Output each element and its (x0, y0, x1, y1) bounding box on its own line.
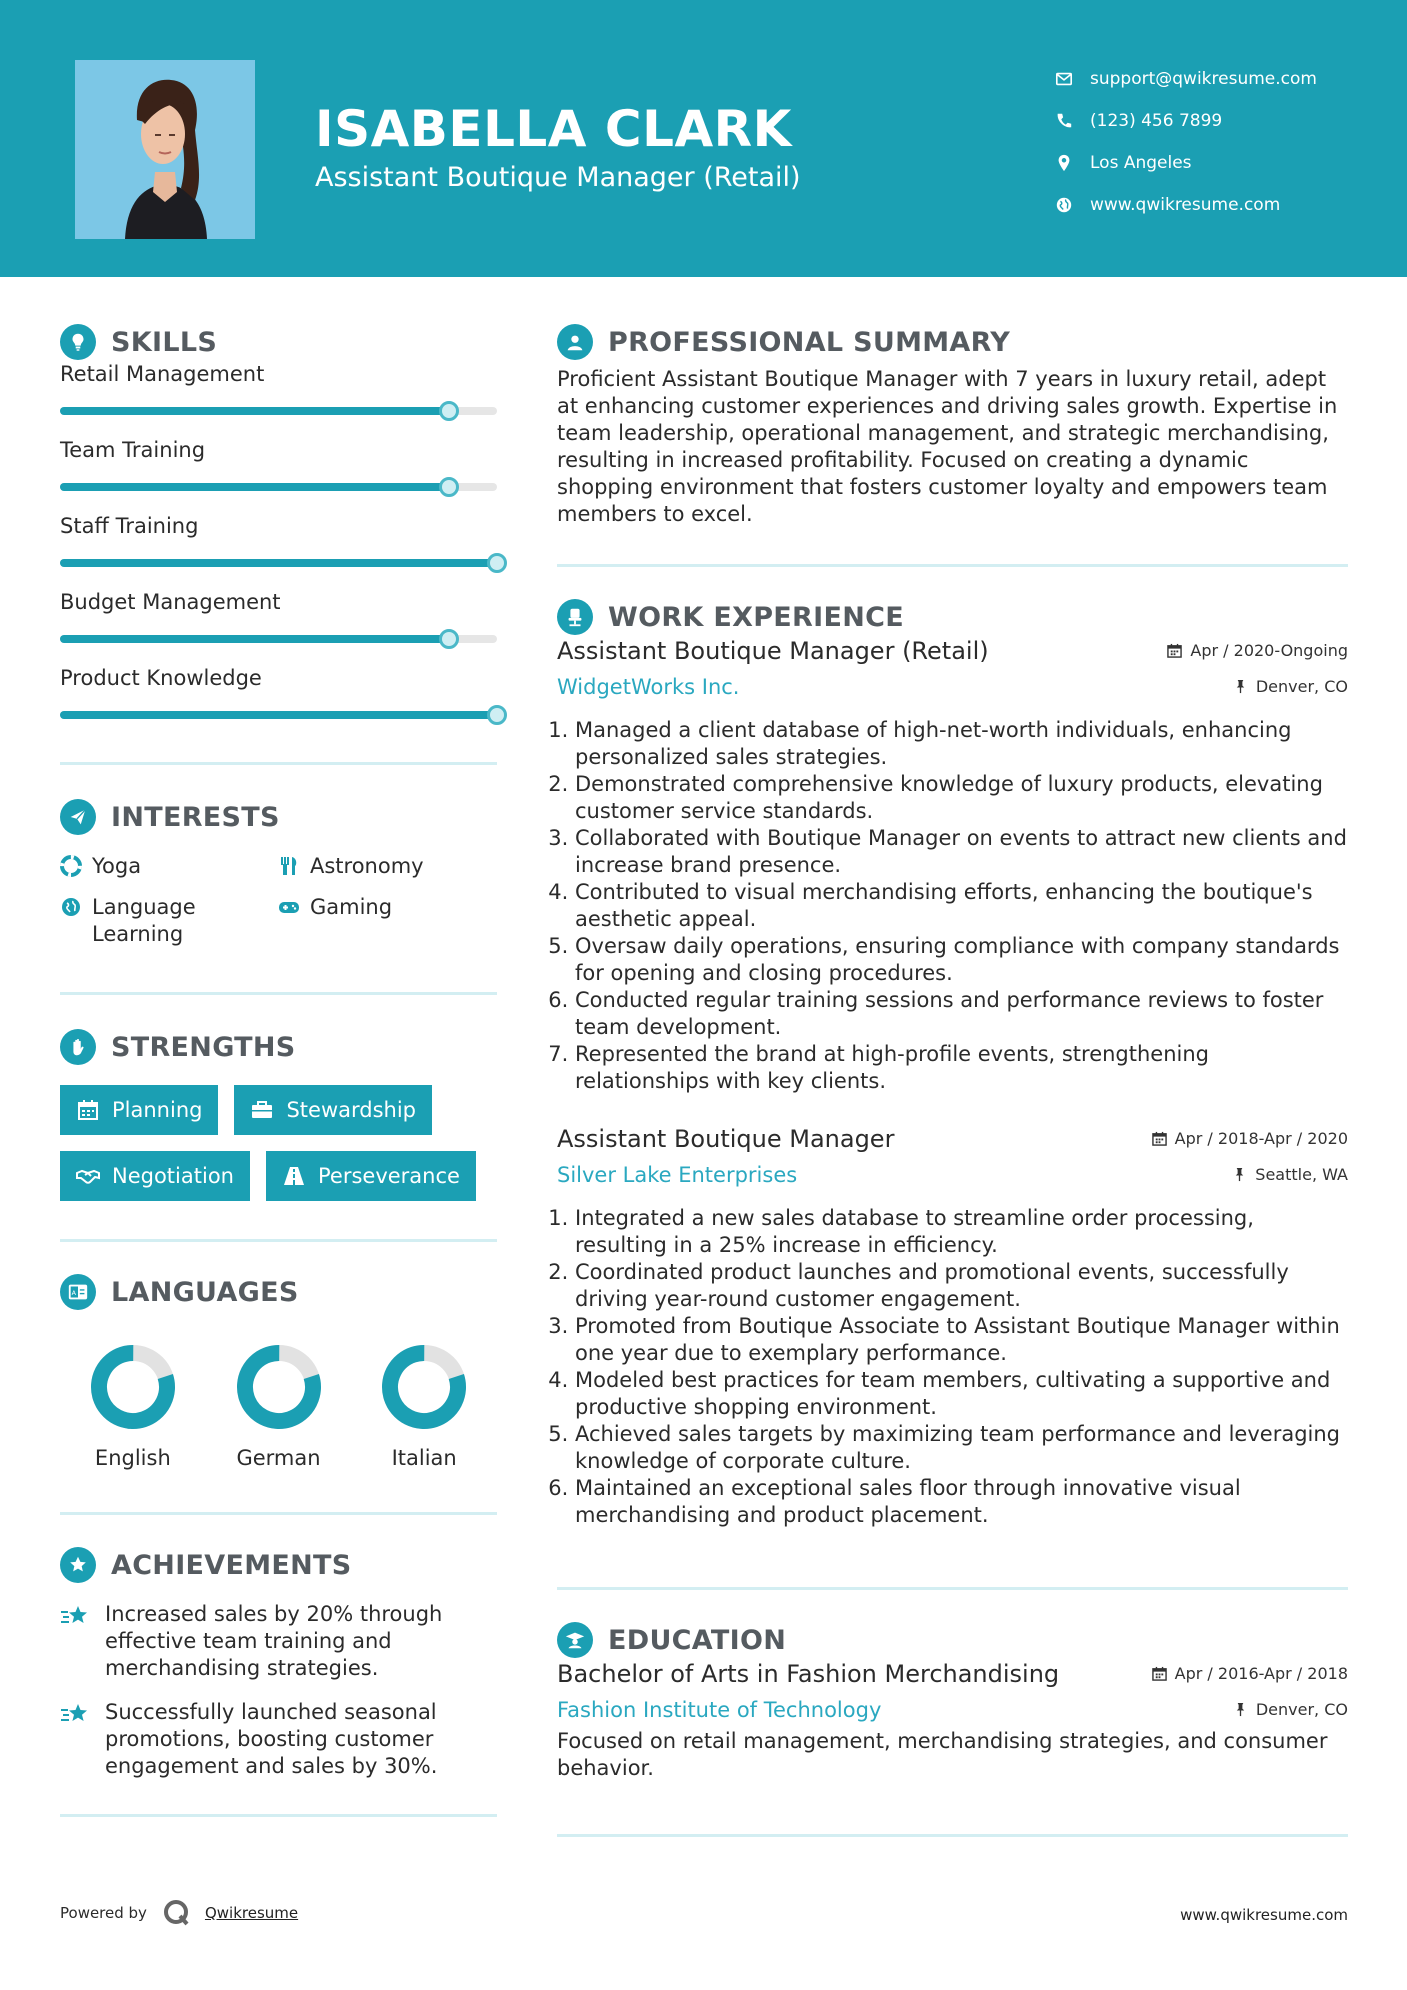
candidate-title: Assistant Boutique Manager (Retail) (315, 162, 801, 193)
duty-item: 2. Demonstrated comprehensive knowledge of luxury products, elevating customer service standards. (575, 771, 1348, 825)
language-item (60, 1342, 206, 1470)
office-chair-icon (557, 599, 593, 635)
section-title: SKILLS (111, 326, 218, 358)
section-divider (60, 1814, 497, 1817)
language-ring (379, 1342, 469, 1432)
achievement-item (60, 1699, 497, 1780)
section-title: INTERESTS (111, 801, 280, 833)
strengths-list (60, 1085, 497, 1201)
section-header (557, 595, 1348, 639)
achievement-text: Successfully launched seasonal promotions, boosting customer engagement and sales by 30%. (105, 1700, 438, 1778)
job-entry (557, 637, 1348, 1095)
section-title: ACHIEVEMENTS (111, 1549, 352, 1581)
section-divider (557, 564, 1348, 567)
education-date (1152, 1664, 1348, 1683)
section-header (60, 1543, 497, 1587)
interest-item (60, 894, 278, 948)
section-header (557, 1618, 1348, 1662)
interest-label: Astronomy (310, 854, 424, 878)
interest-label: Language Learning (92, 895, 196, 946)
envelope-icon (1055, 70, 1073, 88)
interest-item (60, 853, 278, 880)
duty-item: 6. Maintained an exceptional sales floor through innovative visual merchandising and product placement. (575, 1475, 1348, 1529)
svg-text:A: A (71, 1288, 76, 1297)
contact-website[interactable] (1055, 184, 1317, 226)
strength-label: Perseverance (317, 1164, 460, 1188)
summary-section (557, 320, 1348, 528)
skill-bar-knob (487, 553, 507, 573)
experience-section (557, 595, 1348, 1529)
strength-tag (60, 1085, 218, 1135)
skill-bar-fill (60, 483, 449, 491)
briefcase-icon (250, 1098, 274, 1122)
globe-icon (1055, 196, 1073, 214)
interests-list (60, 853, 497, 948)
education-location-text: Denver, CO (1255, 1700, 1348, 1719)
section-header (557, 320, 1348, 364)
calendar-icon (1167, 643, 1182, 658)
job-location (1232, 1165, 1348, 1184)
achievements-list (60, 1601, 497, 1780)
skill-label: Product Knowledge (60, 666, 262, 690)
hand-icon (60, 1029, 96, 1065)
candidate-name: ISABELLA CLARK (315, 100, 792, 158)
skill-bar (60, 635, 497, 643)
achievement-text: Increased sales by 20% through effective team training and merchandising strategies. (105, 1602, 443, 1680)
skill-bar (60, 407, 497, 415)
duty-item: 4. Contributed to visual merchandising efforts, enhancing the boutique's aesthetic appeal. (575, 879, 1348, 933)
duty-item: 6. Conducted regular training sessions and performance reviews to foster team development. (575, 987, 1348, 1041)
skill-bar (60, 711, 497, 719)
duty-item: 5. Oversaw daily operations, ensuring compliance with company standards for opening and closing procedures. (575, 933, 1348, 987)
pushpin-icon (1233, 679, 1248, 694)
education-description: Focused on retail management, merchandising strategies, and consumer behavior. (557, 1729, 1328, 1780)
cutlery-icon (278, 855, 300, 877)
language-ring (234, 1342, 324, 1432)
section-header (60, 795, 497, 839)
job-duties (557, 1205, 1348, 1529)
section-title: PROFESSIONAL SUMMARY (608, 326, 1011, 358)
languages-section (60, 1270, 497, 1470)
section-divider (557, 1834, 1348, 1837)
contact-location (1055, 142, 1317, 184)
school-name: Fashion Institute of Technology (557, 1698, 882, 1722)
section-header (60, 1025, 497, 1069)
interest-label: Yoga (92, 854, 142, 878)
skill-bar-fill (60, 635, 449, 643)
languages-list (60, 1342, 497, 1470)
website-text: www.qwikresume.com (1090, 195, 1281, 215)
skill-bar-fill (60, 711, 497, 719)
header-banner (0, 0, 1407, 277)
skill-bar-knob (439, 477, 459, 497)
language-ring-fill (90, 1344, 176, 1430)
job-title: Assistant Boutique Manager (Retail) (557, 637, 989, 665)
qwikresume-logo-icon (161, 1898, 191, 1928)
shooting-star-icon (60, 1603, 92, 1631)
skill-item (60, 360, 497, 436)
globe-icon (60, 896, 82, 918)
job-date-text: Apr / 2018-Apr / 2020 (1174, 1129, 1348, 1148)
interest-item (278, 853, 496, 880)
contact-phone[interactable] (1055, 100, 1317, 142)
footer-powered-by (60, 1898, 298, 1928)
language-ring (88, 1342, 178, 1432)
language-label: German (236, 1446, 321, 1470)
road-icon (282, 1164, 306, 1188)
strengths-section (60, 1025, 497, 1201)
skill-bar-fill (60, 407, 449, 415)
handshake-icon (76, 1164, 100, 1188)
job-date-text: Apr / 2020-Ongoing (1190, 641, 1348, 660)
star-badge-icon (60, 1547, 96, 1583)
skill-item (60, 664, 497, 740)
language-ring-fill (236, 1344, 322, 1430)
section-divider (60, 1239, 497, 1242)
section-title: WORK EXPERIENCE (608, 601, 904, 633)
strength-label: Planning (112, 1098, 203, 1122)
skill-label: Budget Management (60, 590, 281, 614)
education-section (557, 1618, 1348, 1782)
strength-tag (60, 1151, 250, 1201)
skill-bar (60, 559, 497, 567)
pushpin-icon (1232, 1167, 1247, 1182)
right-column (557, 320, 1348, 1837)
skill-bar (60, 483, 497, 491)
language-ring-fill (381, 1344, 467, 1430)
language-item (206, 1342, 352, 1470)
job-location-text: Denver, CO (1255, 677, 1348, 696)
left-column (60, 320, 497, 1817)
summary-text: Proficient Assistant Boutique Manager with 7 years in luxury retail, adept at enhancing customer experiences and driving sales growth. Expertise in team leadership, operational management, and strategic merchandising, resulting in increased profitability. Focused on creating a dynamic shopping environment that fosters customer loyalty and empowers team members to excel. (557, 367, 1338, 526)
language-icon (60, 1274, 96, 1310)
lifebuoy-icon (60, 855, 82, 877)
duty-item: 5. Achieved sales targets by maximizing team performance and leveraging knowledge of corporate culture. (575, 1421, 1348, 1475)
skills-list (60, 360, 497, 740)
calendar-icon (76, 1098, 100, 1122)
duty-item: 4. Modeled best practices for team members, cultivating a supportive and productive shopping environment. (575, 1367, 1348, 1421)
job-location-text: Seattle, WA (1255, 1165, 1348, 1184)
lightbulb-icon (60, 324, 96, 360)
job-date (1167, 641, 1348, 660)
job-company: Silver Lake Enterprises (557, 1163, 798, 1187)
interest-item (278, 894, 496, 948)
skill-bar-knob (439, 629, 459, 649)
skill-label: Retail Management (60, 362, 265, 386)
interests-section (60, 795, 497, 948)
email-text: support@qwikresume.com (1090, 69, 1317, 89)
strength-label: Stewardship (286, 1098, 417, 1122)
skill-item (60, 436, 497, 512)
language-label: Italian (391, 1446, 457, 1470)
calendar-icon (1152, 1666, 1167, 1681)
footer-website[interactable]: www.qwikresume.com (1180, 1906, 1348, 1924)
skill-item (60, 588, 497, 664)
interest-label: Gaming (310, 895, 393, 919)
section-title: LANGUAGES (111, 1276, 299, 1308)
powered-by-text: Powered by (60, 1904, 147, 1922)
skill-item (60, 512, 497, 588)
duty-item: 2. Coordinated product launches and promotional events, successfully driving year-round customer engagement. (575, 1259, 1348, 1313)
skill-bar-fill (60, 559, 497, 567)
strength-label: Negotiation (112, 1164, 234, 1188)
achievements-section (60, 1543, 497, 1780)
skill-label: Team Training (60, 438, 206, 462)
job-title: Assistant Boutique Manager (557, 1125, 895, 1153)
job-location (1233, 677, 1348, 696)
degree-title: Bachelor of Arts in Fashion Merchandising (557, 1660, 1060, 1688)
job-entry (557, 1125, 1348, 1529)
pushpin-icon (1233, 1702, 1248, 1717)
graduate-icon (557, 1622, 593, 1658)
user-icon (557, 324, 593, 360)
language-item (351, 1342, 497, 1470)
duty-item: 1. Integrated a new sales database to streamline order processing, resulting in a 25% increase in efficiency. (575, 1205, 1348, 1259)
section-header (60, 1270, 497, 1314)
paper-plane-icon (60, 799, 96, 835)
job-company: WidgetWorks Inc. (557, 675, 740, 699)
section-divider (557, 1587, 1348, 1590)
section-divider (60, 762, 497, 765)
skill-bar-knob (439, 401, 459, 421)
education-date-text: Apr / 2016-Apr / 2018 (1174, 1664, 1348, 1683)
shooting-star-icon (60, 1701, 92, 1729)
job-duties (557, 717, 1348, 1095)
contact-list (1055, 58, 1317, 226)
skill-label: Staff Training (60, 514, 199, 538)
map-pin-icon (1055, 154, 1073, 172)
section-divider (60, 1512, 497, 1515)
duty-item: 3. Promoted from Boutique Associate to Assistant Boutique Manager within one year due to exemplary performance. (575, 1313, 1348, 1367)
education-location (1233, 1700, 1348, 1719)
gamepad-icon (278, 896, 300, 918)
achievement-item (60, 1601, 497, 1682)
skill-bar-knob (487, 705, 507, 725)
section-header (60, 320, 497, 364)
section-title: STRENGTHS (111, 1031, 296, 1063)
duty-item: 3. Collaborated with Boutique Manager on events to attract new clients and increase brand presence. (575, 825, 1348, 879)
strength-tag (266, 1151, 476, 1201)
strength-tag (234, 1085, 432, 1135)
skills-section (60, 320, 497, 740)
language-label: English (94, 1446, 171, 1470)
contact-email[interactable] (1055, 58, 1317, 100)
phone-icon (1055, 112, 1073, 130)
profile-photo (75, 60, 255, 239)
location-text: Los Angeles (1090, 153, 1192, 173)
calendar-icon (1152, 1131, 1167, 1146)
job-date (1152, 1129, 1348, 1148)
section-title: EDUCATION (608, 1624, 787, 1656)
duty-item: 1. Managed a client database of high-net-worth individuals, enhancing personalized sales strategies. (575, 717, 1348, 771)
education-entry (557, 1660, 1348, 1782)
section-divider (60, 992, 497, 995)
duty-item: 7. Represented the brand at high-profile events, strengthening relationships with key clients. (575, 1041, 1348, 1095)
phone-text: (123) 456 7899 (1090, 111, 1223, 131)
brand-link[interactable]: Qwikresume (204, 1904, 299, 1922)
